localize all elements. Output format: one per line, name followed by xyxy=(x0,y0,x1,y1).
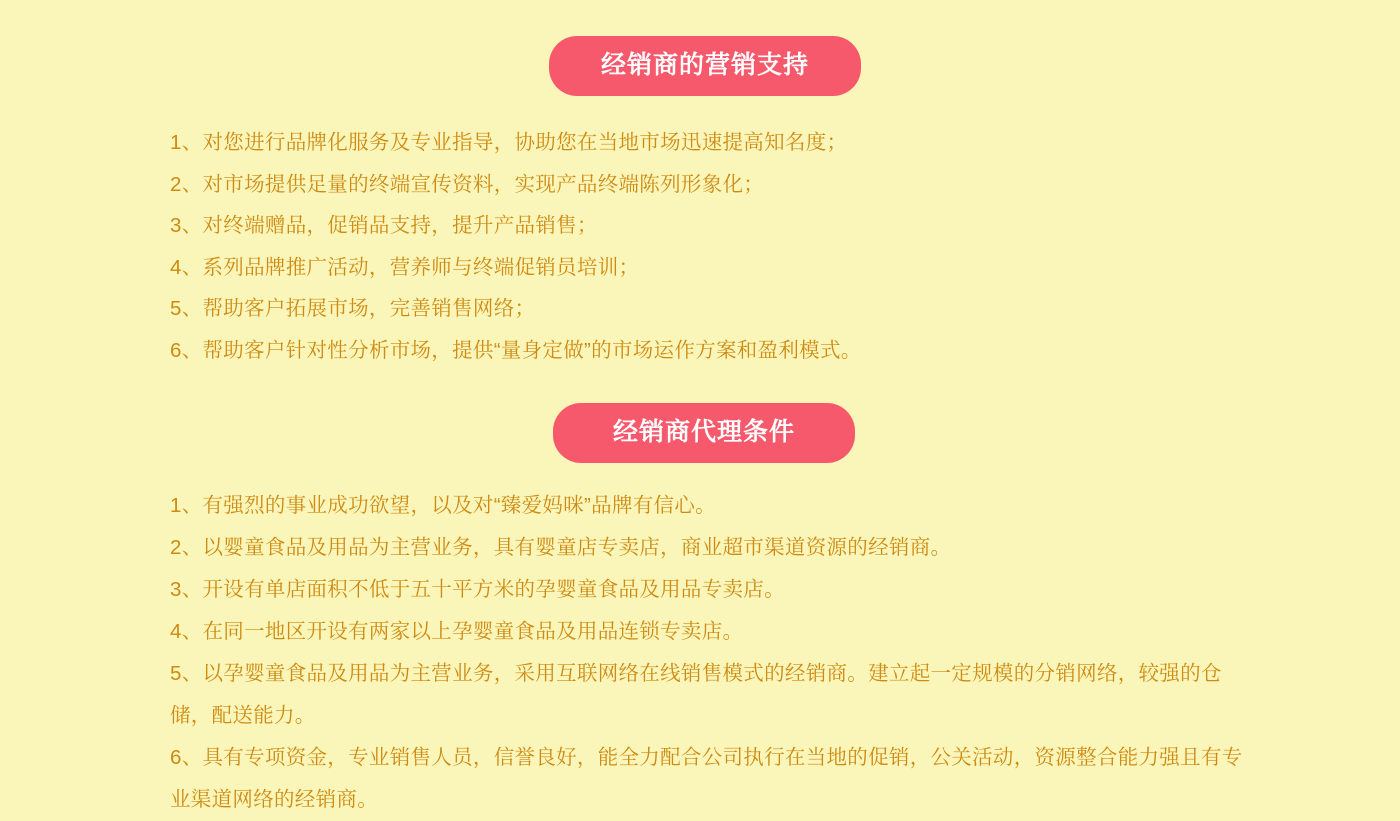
list-item: 2、对市场提供足量的终端宣传资料，实现产品终端陈列形象化； xyxy=(170,172,765,196)
section-title-agency-conditions: 经销商代理条件 xyxy=(553,403,855,463)
section-marketing-support xyxy=(0,0,1400,371)
list-item: 6、帮助客户针对性分析市场，提供“量身定做”的市场运作方案和盈利模式。 xyxy=(170,338,862,362)
list-item: 1、有强烈的事业成功欲望，以及对“臻爱妈咪”品牌有信心。 xyxy=(170,494,716,517)
list-item: 3、开设有单店面积不低于五十平方米的孕婴童食品及用品专卖店。 xyxy=(170,578,785,601)
list-item: 6、具有专项资金，专业销售人员，信誉良好，能全力配合公司执行在当地的促销，公关活动，资源整合能力强且有专业渠道网络的经销商。 xyxy=(170,746,1243,811)
banner-row-marketing-support xyxy=(0,0,1400,96)
list-item: 5、以孕婴童食品及用品为主营业务，采用互联网络在线销售模式的经销商。建立起一定规模的分销网络，较强的仓储，配送能力。 xyxy=(170,662,1222,727)
list-item: 2、以婴童食品及用品为主营业务，具有婴童店专卖店，商业超市渠道资源的经销商。 xyxy=(170,536,952,559)
banner-row-agency-conditions xyxy=(0,371,1400,463)
section-agency-conditions xyxy=(0,371,1400,821)
list-item: 1、对您进行品牌化服务及专业指导，协助您在当地市场迅速提高知名度； xyxy=(170,131,848,154)
list-agency-conditions xyxy=(0,485,1400,821)
section-title-marketing-support: 经销商的营销支持 xyxy=(549,36,861,96)
list-item: 4、系列品牌推广活动，营养师与终端促销员培训； xyxy=(170,255,640,279)
list-item: 3、对终端赠品，促销品支持，提升产品销售； xyxy=(170,214,598,237)
list-item: 5、帮助客户拓展市场，完善销售网络； xyxy=(170,297,536,320)
list-item: 4、在同一地区开设有两家以上孕婴童食品及用品连锁专卖店。 xyxy=(170,620,744,643)
list-marketing-support xyxy=(0,122,1400,371)
